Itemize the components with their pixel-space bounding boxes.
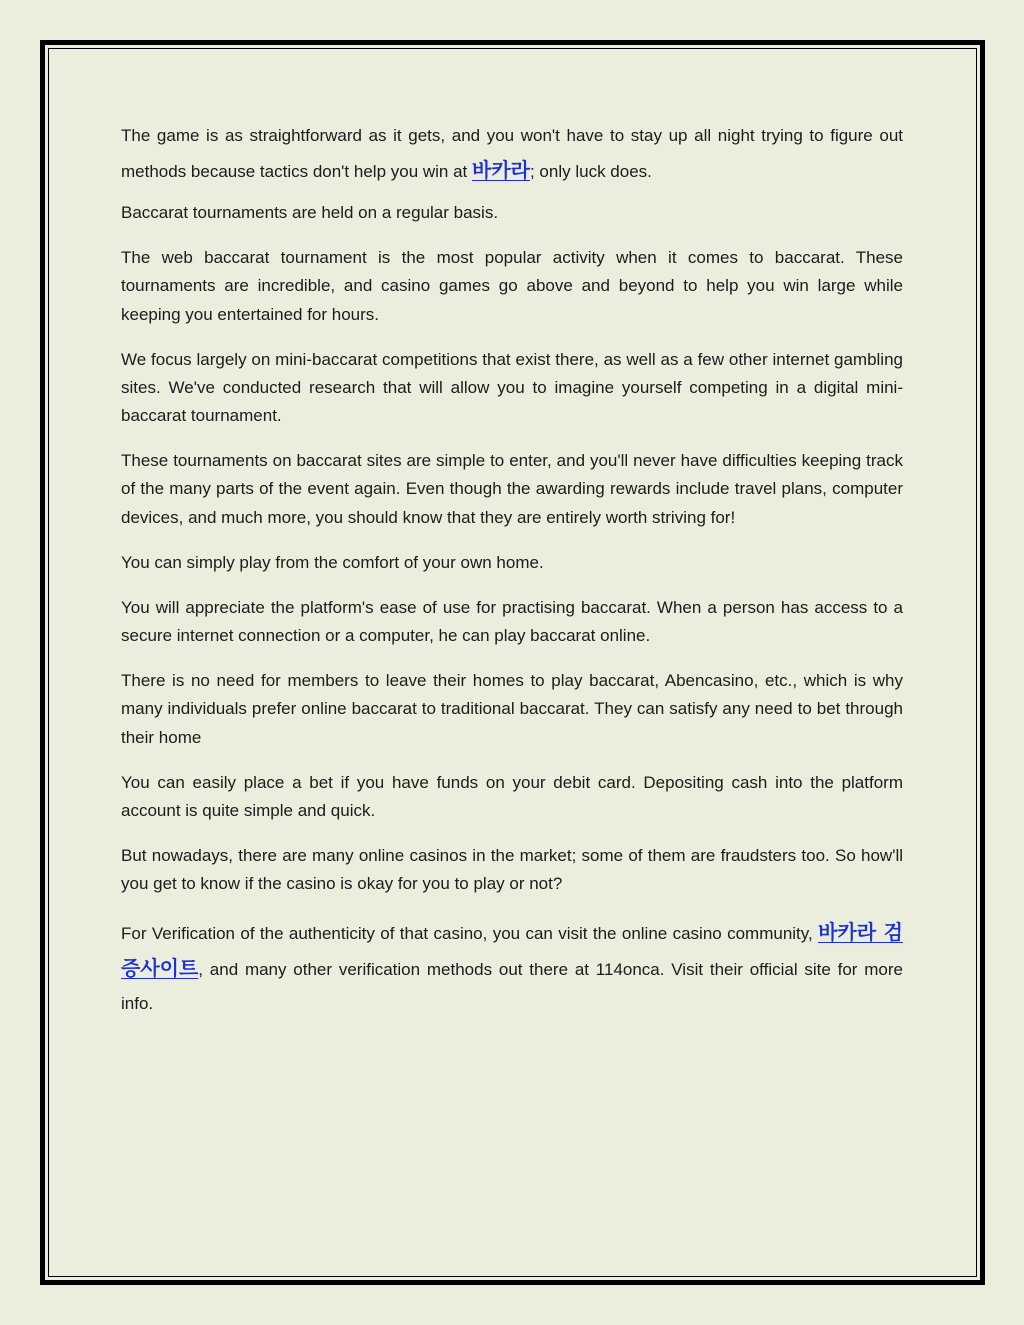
paragraph-1 (121, 119, 903, 189)
paragraph-2: Baccarat tournaments are held on a regular basis. (121, 203, 499, 222)
paragraph-3: The web baccarat tournament is the most popular activity when it comes to baccarat. These tournaments are incredible, and casino games go above and beyond to help you win large while keeping you entertained for hours. (121, 247, 903, 324)
paragraph-1-text-before: The game is as straightforward as it gets, and you won't have to stay up all night trying to figure out methods because tactics don't help you win at (121, 126, 903, 181)
baccarat-link[interactable]: 바카라 (472, 158, 530, 182)
paragraph-11-text-before: For Verification of the authenticity of that casino, you can visit the online casino community, (121, 924, 819, 944)
paragraph-1-text-after: ; only luck does. (529, 162, 652, 181)
paragraph-9: You can easily place a bet if you have funds on your debit card. Depositing cash into the platform account is quite simple and quick. (121, 772, 903, 820)
baccarat-verification-site-link[interactable]: 바카라 검증사이트 (121, 920, 903, 981)
paragraph-7: You will appreciate the platform's ease of use for practising baccarat. When a person has access to a secure internet connection or a computer, he can play baccarat online. (121, 597, 903, 645)
paragraph-11-text-after: , and many other verification methods out there at 114onca. Visit their official site for more info. (121, 960, 903, 1014)
paragraph-6: You can simply play from the comfort of your own home. (121, 552, 544, 572)
paragraph-10: But nowadays, there are many online casinos in the market; some of them are fraudsters too. So how'll you get to know if the casino is okay for you to play or not? (121, 845, 903, 894)
paragraph-8: There is no need for members to leave their homes to play baccarat, Abencasino, etc., which is why many individuals prefer online baccarat to traditional baccarat. They can satisfy any need to bet through their home (121, 670, 903, 747)
paragraph-4: We focus largely on mini-baccarat competitions that exist there, as well as a few other internet gambling sites. We've conducted research that will allow you to imagine yourself competing in a digital mini-baccarat tournament. (121, 349, 903, 426)
document-body (121, 119, 903, 1038)
paragraph-11 (121, 915, 903, 1021)
paragraph-5: These tournaments on baccarat sites are simple to enter, and you'll never have difficulties keeping track of the many parts of the event again. Even though the awarding rewards include travel plans, computer devices, and much more, you should know that they are entirely worth striving for! (121, 451, 903, 527)
